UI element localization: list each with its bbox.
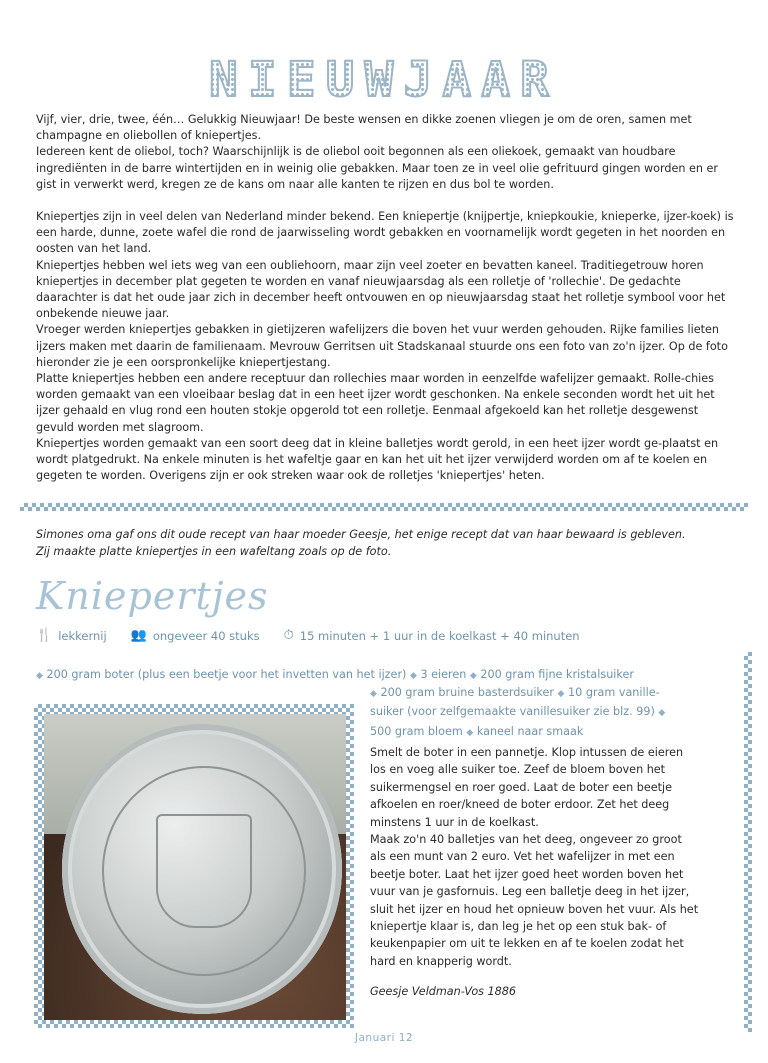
note-line: Simones oma gaf ons dit oude recept van haar moeder Geesje, het enige recept dat van haar bewaard is gebleven. bbox=[36, 528, 686, 541]
method-paragraph: Maak zo'n 40 balletjes van het deeg, ongeveer zo groot als een munt van 2 euro. Vet het wafelijzer in met een beetje boter. Laat het ijzer goed heet worden boven het vuur van je gasfornuis. Leg een balletje deeg in het ijzer, sluit het ijzer en houd het opnieuw boven het vuur. Als het kniepertje klaar is, dan leg je het op een stuk bak- of keukenpapier om uit te lekken en af te koelen zodat het hard en knapperig wordt. bbox=[370, 833, 699, 968]
diamond-bullet-icon: ◆ bbox=[36, 671, 43, 681]
intro-paragraph: Vijf, vier, drie, twee, één… Gelukkig Nieuwjaar! De beste wensen en dikke zoenen vliegen je om de oren, samen met champagne en oliebollen of kniepertjes. bbox=[36, 113, 692, 143]
waffle-iron-photo bbox=[44, 714, 346, 1020]
people-icon: 👥 bbox=[130, 628, 147, 643]
page-footer: Januari 12 bbox=[354, 1032, 414, 1044]
recipe-yield: ongeveer 40 stuks bbox=[152, 628, 260, 643]
diamond-bullet-icon: ◆ bbox=[370, 689, 377, 699]
note-line: Zij maakte platte kniepertjes in een wafeltang zoals op de foto. bbox=[36, 545, 392, 558]
ingredient: 200 gram fijne kristalsuiker bbox=[480, 668, 634, 681]
ingredient: 10 gram vanille-suiker (voor zelfgemaakte vanillesuiker zie blz. 99) bbox=[370, 686, 660, 719]
clock-icon: ⏱ bbox=[283, 628, 294, 643]
checkered-side-border bbox=[744, 652, 752, 1032]
ingredient: 500 gram bloem bbox=[370, 724, 463, 738]
intro-paragraph: Iedereen kent de oliebol, toch? Waarschijnlijk is de oliebol ooit begonnen als een oliekoek, gemaakt van houdbare ingrediënten in de barre wintertijden en in weinig olie gebakken. Maar toen ze in veel olie gefrituurd gingen worden en er gist in verwerkt werd, kregen ze de kans om naar alle kanten te rijzen en dus bol te worden. bbox=[36, 145, 719, 191]
ingredient: kaneel naar smaak bbox=[476, 724, 584, 738]
recipe-note bbox=[36, 526, 736, 560]
diamond-bullet-icon: ◆ bbox=[469, 671, 477, 681]
recipe-method bbox=[370, 744, 700, 970]
fork-knife-icon: 🍴 bbox=[36, 628, 53, 643]
intro-paragraph: Kniepertjes hebben wel iets weg van een oubliehoorn, maar zijn veel zoeter en bevatten kaneel. Traditiegetrouw horen kniepertjes in december plat gegeten te worden en vanaf nieuwjaarsdag als een rolletje of 'rollechie'. De gedachte daarachter is dat het oude jaar zich in december heeft ontvouwen en op nieuwjaarsdag staat het rolletje symbool voor het onbekende nieuwe jaar. bbox=[36, 258, 726, 321]
intro-paragraph: Vroeger werden kniepertjes gebakken in gietijzeren wafelijzers die boven het vuur werden gehouden. Rijke families lieten ijzers maken met daarin de familienaam. Mevrouw Gerritsen uit Stadskanaal stuurde ons een foto van zo'n ijzer. Op de foto hieronder zie je een oorspronkelijke kniepertjestang. bbox=[36, 323, 728, 369]
method-paragraph: Smelt de boter in een pannetje. Klop intussen de eieren los en voeg alle suiker toe. Zeef de bloem boven het suikermengsel en roer goed. Laat de boter een beetje afkoelen en roer/kneed de boter erdoor. Zet het deeg minstens 1 uur in de koelkast. bbox=[370, 746, 684, 829]
intro-paragraph: Kniepertjes zijn in veel delen van Nederland minder bekend. Een kniepertje (knijpertje, kniepkoukie, knieperke, ijzer-koek) is een harde, dunne, zoete wafel die rond de jaarwisseling wordt gebakken en voornamelijk wordt gegeten in het noorden en oosten van het land. bbox=[36, 210, 734, 256]
ingredient: 200 gram bruine basterdsuiker bbox=[380, 686, 554, 699]
recipe-title: Kniepertjes bbox=[36, 574, 269, 618]
recipe-time: 15 minuten + 1 uur in de koelkast + 40 minuten bbox=[299, 628, 580, 643]
diamond-bullet-icon: ◆ bbox=[658, 708, 666, 719]
recipe-meta bbox=[36, 628, 756, 643]
checkered-divider bbox=[20, 503, 748, 511]
intro-text bbox=[36, 112, 736, 484]
recipe-signature: Geesje Veldman-Vos 1886 bbox=[370, 985, 517, 998]
diamond-bullet-icon: ◆ bbox=[466, 727, 474, 738]
recipe-category: lekkernij bbox=[58, 628, 107, 643]
intro-paragraph: Kniepertjes worden gemaakt van een soort deeg dat in kleine balletjes wordt gerold, in een heet ijzer wordt ge-plaatst en wordt platgedrukt. Na enkele minuten is het wafeltje gaar en kan het uit het ijzer verwijderd worden om af te koelen en gegeten te worden. Overigens zijn er ook streken waar ook de rolletjes 'kniepertjes' heten. bbox=[36, 436, 719, 483]
intro-paragraph: Platte kniepertjes hebben een andere receptuur dan rollechies maar worden in eenzelfde wafelijzer gemaakt. Rolle-chies worden gemaakt van een vloeibaar beslag dat in een heet ijzer wordt geschonken. Na enkele seconden wordt het uit het ijzer gehaald en vlug rond een houten stokje opgerold tot een rolletje. Eenmaal afgekoeld kan het rolletje desgewenst gevuld worden met slagroom. bbox=[36, 372, 715, 434]
diamond-bullet-icon: ◆ bbox=[409, 671, 417, 681]
ingredient: 200 gram boter (plus een beetje voor het invetten van het ijzer) bbox=[46, 668, 407, 681]
ingredients-block bbox=[370, 684, 670, 742]
page-title: NIEUWJAAR bbox=[0, 52, 768, 108]
diamond-bullet-icon: ◆ bbox=[557, 689, 565, 699]
ingredients-line bbox=[36, 666, 756, 685]
ingredient: 3 eieren bbox=[420, 668, 467, 681]
